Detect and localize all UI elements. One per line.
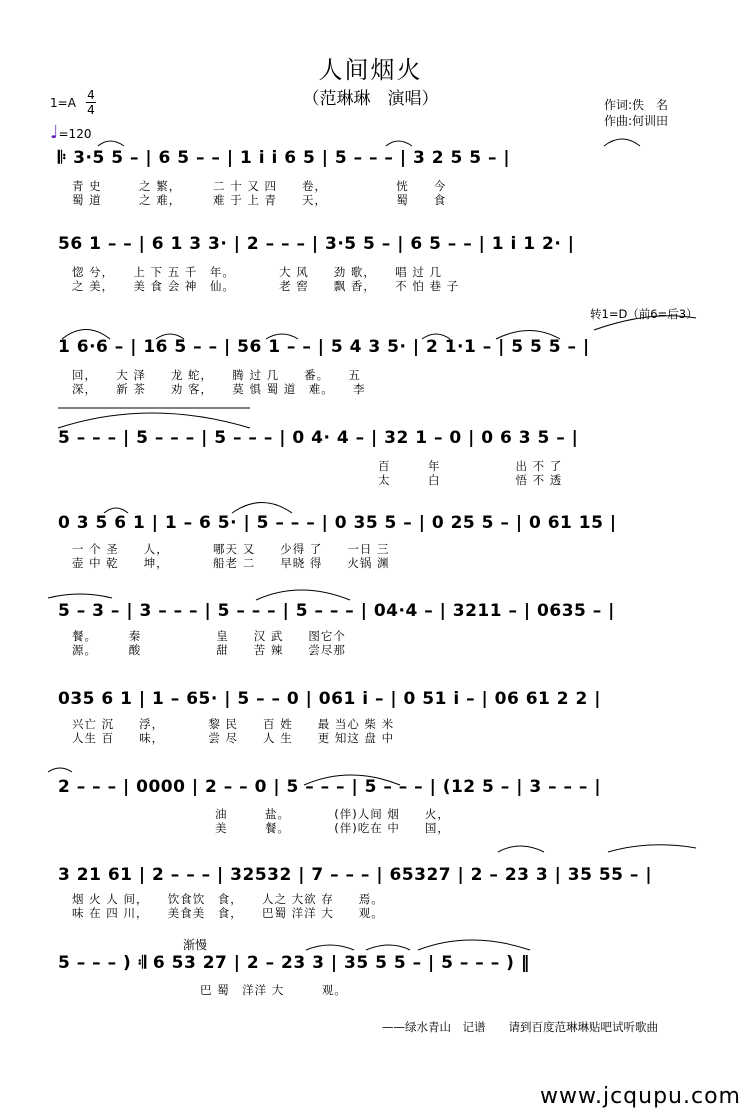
lyric-system-4-verse-1: 百 年 出 不 了 [378,459,563,473]
performer-subtitle: （范琳琳 演唱） [302,89,439,109]
lyric-system-5-verse-1: 一 个 圣 人， 哪天 又 少得 了 一日 三 [72,542,390,556]
slur-arc [232,503,292,514]
slur-arc [366,945,410,950]
slur-arc [98,141,124,146]
quarter-note-icon: ♩ [50,122,59,143]
notes-system-5: 0 3 5 6 1 | 1 – 6 5· | 5 – – – | 0 35 5 – | 0 25 5 – | 0 61 15 | [58,513,617,533]
slur-arc [608,845,696,852]
slur-arc [256,590,350,600]
lyric-system-6-verse-1: 餐。 秦 皇 汉 武 图它个 [72,629,346,643]
slur-arc [498,846,544,852]
composer-credit: 作曲:何训田 [604,114,669,128]
lyric-system-3-verse-2: 深， 新 茶 劝 客， 莫 惧 蜀 道 难。 李 [72,382,366,396]
lyric-system-3-verse-1: 回， 大 泽 龙 蛇， 腾 过 几 番。 五 [72,368,361,382]
time-signature-bottom: 4 [87,103,95,117]
slur-arc [422,334,450,339]
notes-system-6: 5 – 3 – | 3 – – – | 5 – – – | 5 – – – | 04·4 – | 3211 – | 0635 – | [58,601,615,621]
lyric-system-1-verse-1: 青 史 之 繁， 二 十 又 四 卷， 恍 今 [72,179,447,193]
song-title: 人间烟火 [318,56,423,84]
notes-system-2: 56 1 – – | 6 1 3 3· | 2 – – – | 3·5 5 – | 6 5 – – | 1 i 1 2· | [58,234,575,254]
time-signature-top: 4 [87,88,95,102]
slur-arc [104,508,128,513]
notes-system-3: 1 6·6 – | 16 5 – – | 56 1 – – | 5 4 3 5· | 2 1·1 – | 5 5 5 – | [58,337,590,357]
slur-arc [604,139,640,146]
lyric-system-5-verse-2: 壶 中 乾 坤， 船老 二 早晓 得 火锅 渊 [72,556,390,570]
slur-arc [304,775,400,785]
slur-arc [62,330,110,340]
tempo-value: =120 [58,127,92,141]
slur-arc [496,331,560,340]
modulation-marking: 转1=D（前6=后3） [590,307,698,321]
lyric-system-2-verse-1: 惚 兮， 上 下 五 千 年。 大 风 劲 歌， 唱 过 几 [72,265,442,279]
notes-system-8: 2 – – – | 0000 | 2 – – 0 | 5 – – – | 5 – – – | (12 5 – | 3 – – – | [58,777,602,797]
lyric-system-9-verse-2: 味 在 四 川， 美食美 食， 巴蜀 洋洋 大 观。 [72,906,384,920]
lyric-system-10-verse-1: 巴 蜀 洋洋 大 观。 [200,983,347,997]
lyric-system-7-verse-1: 兴亡 沉 浮， 黎 民 百 姓 最 当心 柴 米 [72,717,395,731]
lyric-system-7-verse-2: 人生 百 味， 尝 尽 人 生 更 知这 盘 中 [72,731,395,745]
site-watermark: www.jcqupu.com [540,1084,741,1109]
slur-arc [386,141,412,146]
slur-arc [418,940,530,950]
lyric-system-1-verse-2: 蜀 道 之 难， 难 于 上 青 天， 蜀 食 [72,193,447,207]
key-signature: 1=A [50,96,76,110]
slur-arc [48,768,72,772]
slur-arc [156,334,184,339]
notes-system-1: 𝄆 3·5 5 – | 6 5 – – | 1 i i 6 5 | 5 – – – | 3 2 5 5 – | [58,148,511,168]
slur-arc [306,945,354,950]
lyric-system-8-verse-1: 油 盐。 (伴)人间 烟 火， [215,807,450,821]
slur-arc [58,413,250,428]
ritardando-marking: 渐慢 [183,938,208,952]
notes-system-7: 035 6 1 | 1 – 65· | 5 – – 0 | 061 i – | 0 51 i – | 06 61 2 2 | [58,689,601,709]
notes-system-9: 3 21 61 | 2 – – – | 32532 | 7 – – – | 65327 | 2 – 23 3 | 35 55 – | [58,865,653,885]
lyric-system-8-verse-2: 美 餐。 (伴)吃在 中 国， [215,821,450,835]
transcriber-footer: ——绿水青山 记谱 请到百度范琳琳贴吧试听歌曲 [382,1020,658,1034]
slur-arc [266,334,298,339]
lyric-system-4-verse-2: 太 白 悟 不 透 [378,473,563,487]
notes-system-10: 5 – – – ) 𝄇 6 53 27 | 2 – 23 3 | 35 5 5 – | 5 – – – ) ‖ [58,953,530,973]
lyric-system-6-verse-2: 源。 酸 甜 苦 辣 尝尽那 [72,643,346,657]
lyricist-credit: 作词:佚 名 [604,98,669,112]
slur-arc [594,316,696,330]
lyric-system-2-verse-2: 之 美， 美 食 会 神 仙。 老 窖 飘 香， 不 怕 巷 子 [72,279,460,293]
slur-arc [48,594,112,598]
lyric-system-9-verse-1: 烟 火 人 间， 饮食饮 食， 人之 大欲 存 焉。 [72,892,384,906]
notes-system-4: 5 – – – | 5 – – – | 5 – – – | 0 4· 4 – | 32 1 – 0 | 0 6 3 5 – | [58,428,579,448]
